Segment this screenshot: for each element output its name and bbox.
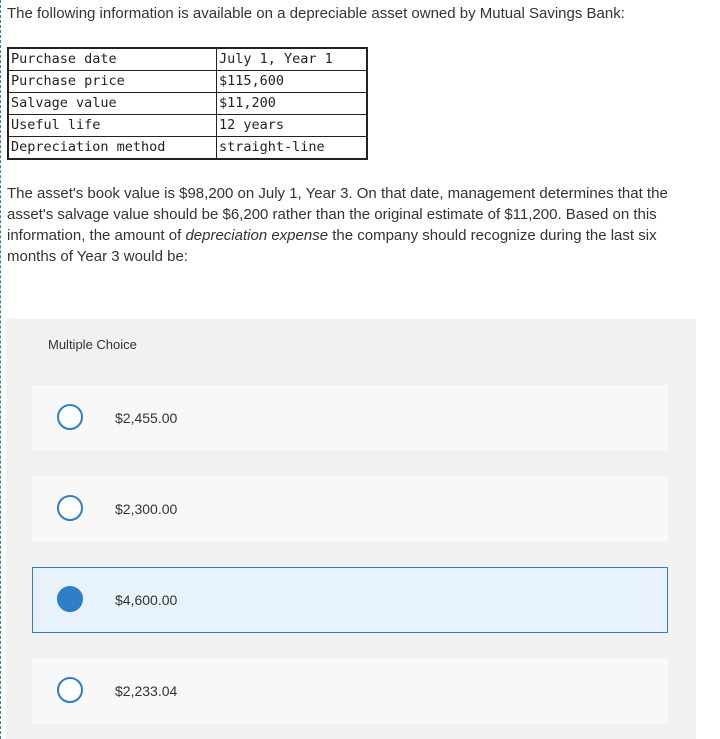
row-value: straight-line xyxy=(217,137,368,160)
row-value: $115,600 xyxy=(217,71,368,93)
radio-button[interactable] xyxy=(57,677,83,703)
left-dashed-rule xyxy=(0,0,1,739)
table-row xyxy=(8,93,367,115)
question-emphasis: depreciation expense xyxy=(185,227,329,244)
row-value: $11,200 xyxy=(217,93,368,115)
multiple-choice-panel xyxy=(6,319,696,739)
row-label: Salvage value xyxy=(8,93,217,115)
multiple-choice-title: Multiple Choice xyxy=(48,337,137,352)
asset-info-table xyxy=(7,47,368,160)
choice-option-1[interactable] xyxy=(32,385,668,451)
row-value: 12 years xyxy=(217,115,368,137)
choice-label: $2,233.04 xyxy=(115,683,178,699)
row-label: Purchase price xyxy=(8,71,217,93)
choice-label: $2,455.00 xyxy=(115,410,178,426)
table-row xyxy=(8,115,367,137)
table-row xyxy=(8,137,367,160)
choice-label: $2,300.00 xyxy=(115,501,178,517)
row-value: July 1, Year 1 xyxy=(217,48,368,71)
radio-button[interactable] xyxy=(57,495,83,521)
choice-label: $4,600.00 xyxy=(115,592,178,608)
question-part-1: The asset's book value is $98,200 on July 1, Year 3. On that date, management determines that the asset's salvage value should be $6,200 rather than the original estimate of $11,200. Based on this information, the amount of xyxy=(7,185,668,244)
choice-option-3[interactable] xyxy=(32,567,668,633)
radio-button[interactable] xyxy=(57,404,83,430)
choice-option-2[interactable] xyxy=(32,476,668,542)
table-row xyxy=(8,71,367,93)
choice-option-4[interactable] xyxy=(32,658,668,724)
row-label: Useful life xyxy=(8,115,217,137)
table-row xyxy=(8,48,367,71)
row-label: Depreciation method xyxy=(8,137,217,160)
row-label: Purchase date xyxy=(8,48,217,71)
radio-button-selected[interactable] xyxy=(57,586,83,612)
intro-text: The following information is available on a depreciable asset owned by Mutual Savings Bank: xyxy=(7,5,625,22)
question-text xyxy=(7,183,697,267)
question-part-2: the company should recognize during the last six months of Year 3 would be: xyxy=(7,227,657,265)
